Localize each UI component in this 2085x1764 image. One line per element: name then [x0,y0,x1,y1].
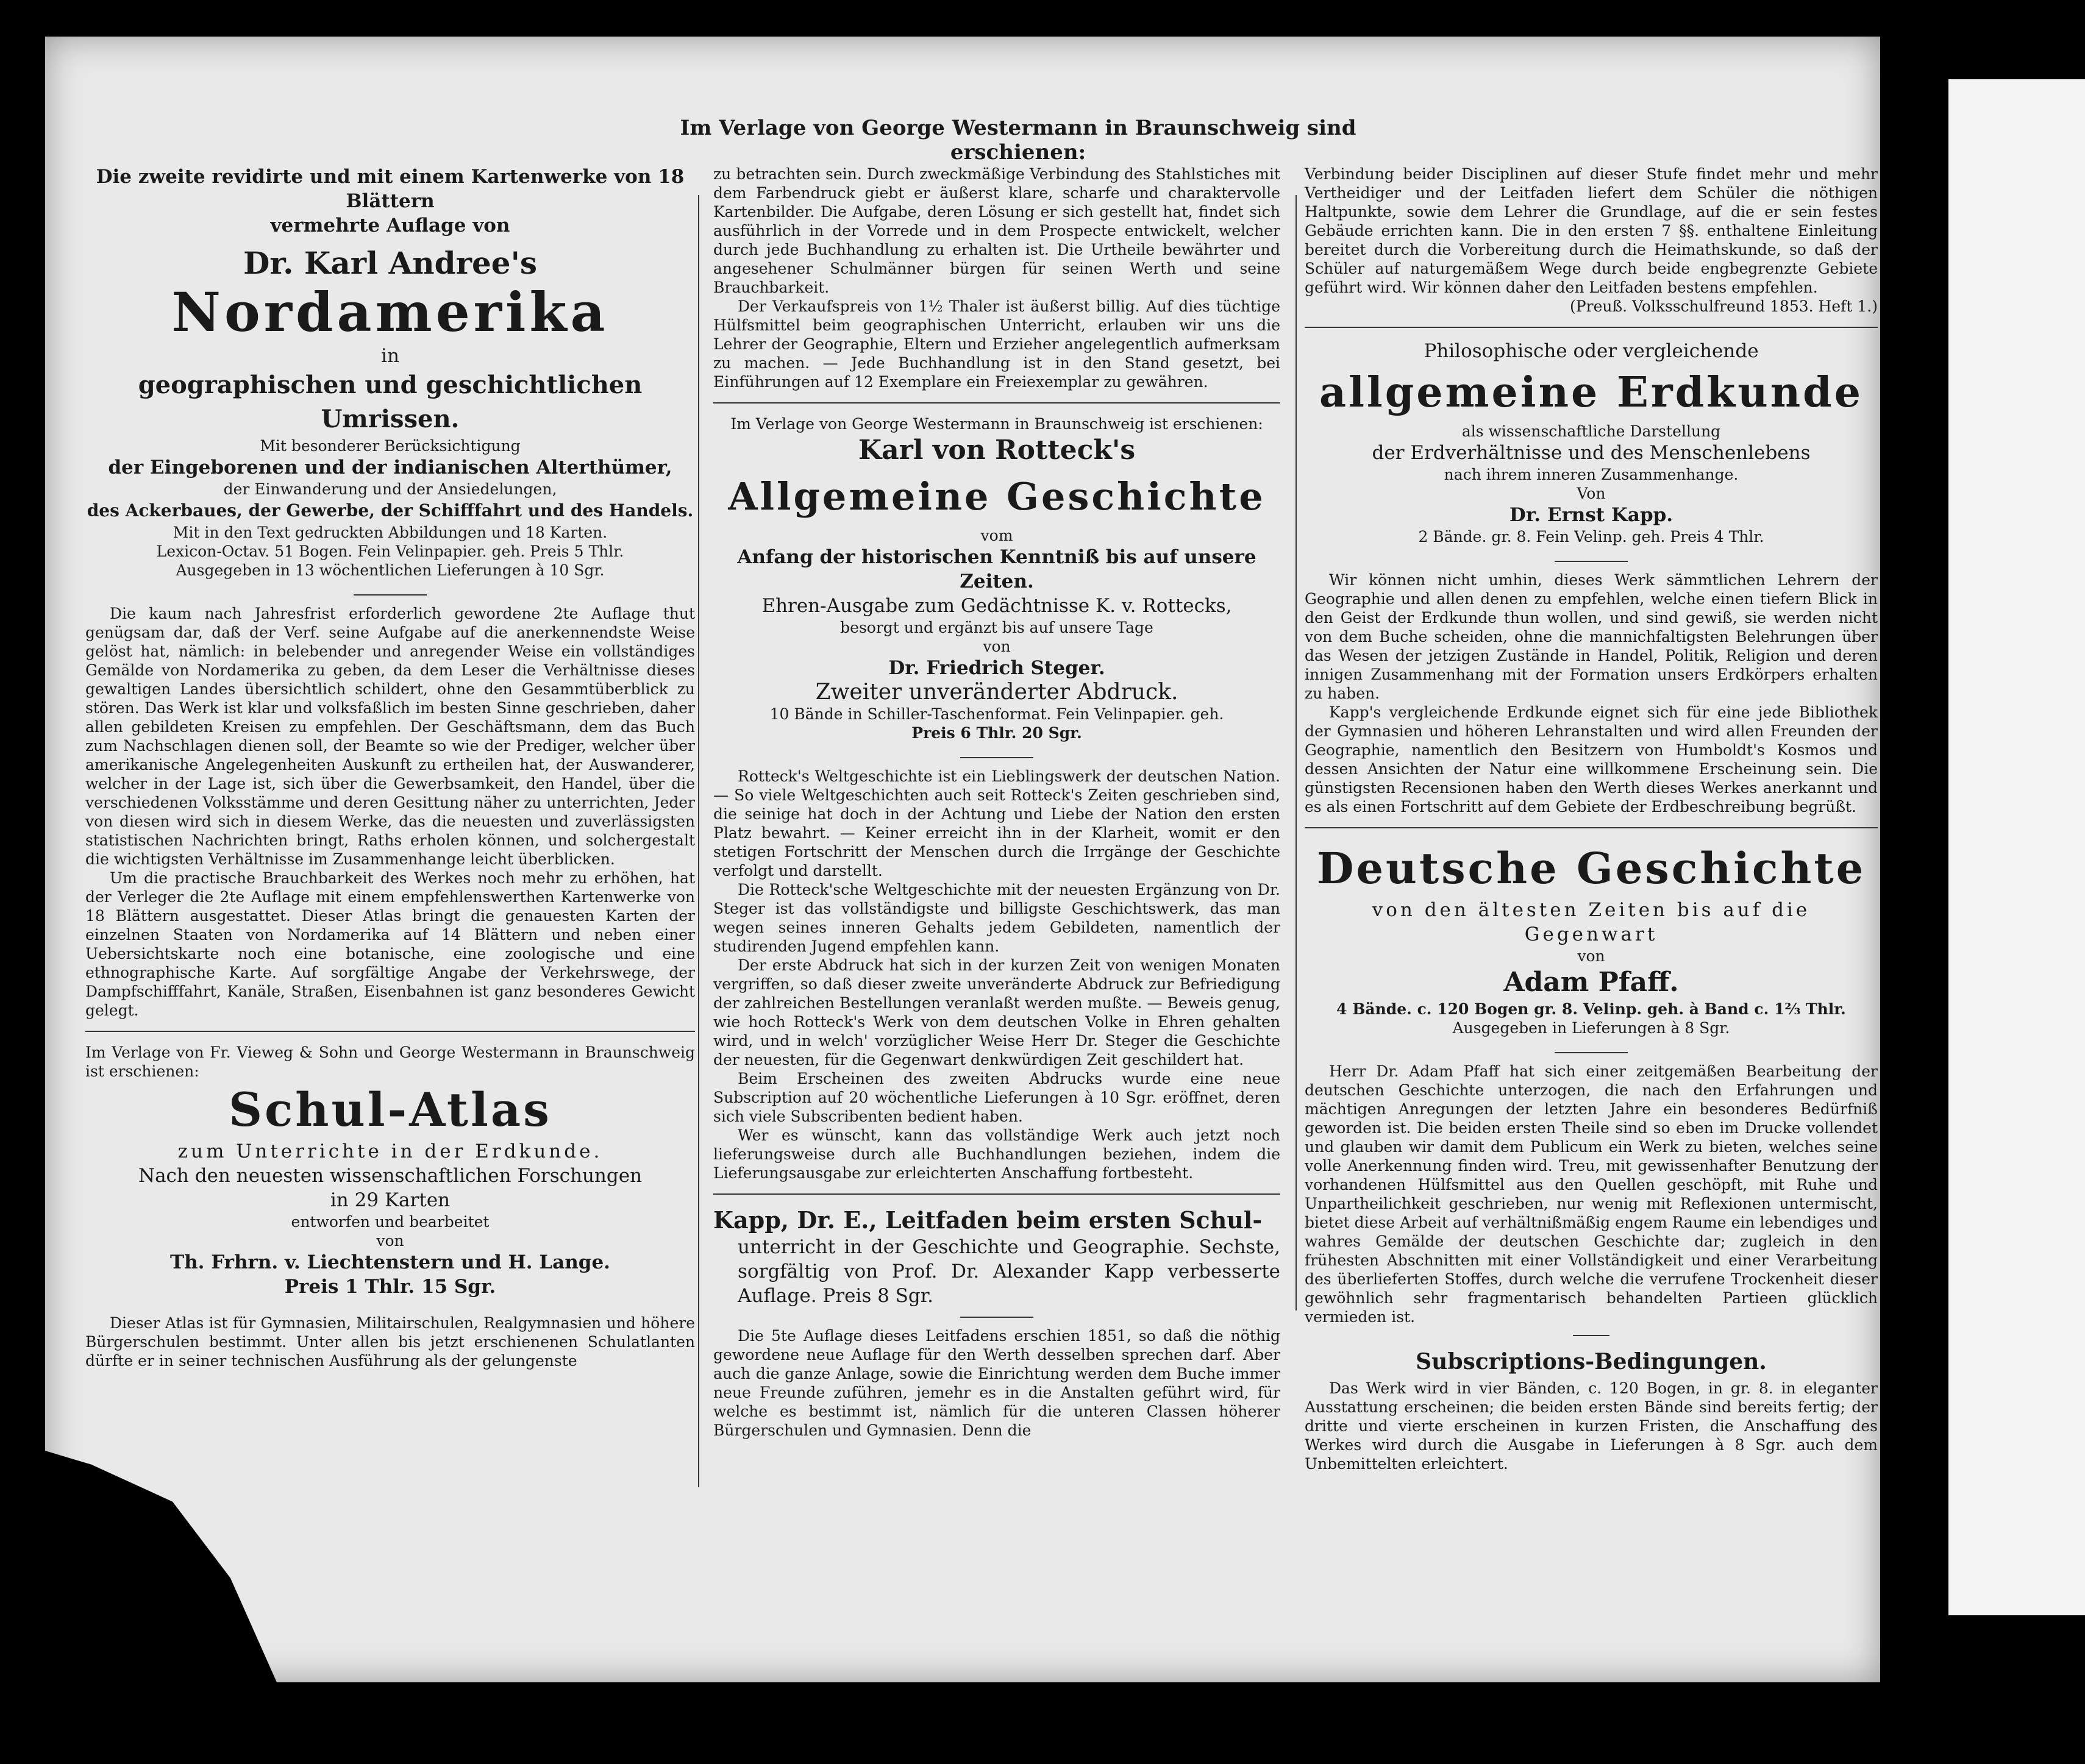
detail-line: in 29 Karten [330,1189,451,1211]
deutsche-geschichte-ad [1305,839,1878,1037]
subtitle: zum Unterrichte in der Erdkunde. [177,1140,603,1162]
detail-line: der Eingeborenen und der indianischen Alterthümer, [108,457,672,478]
detail-line: der Erdverhältnisse und des Menschenlebens [1372,442,1811,464]
body-paragraph: Um die practische Brauchbarkeit des Werkes noch mehr zu erhöhen, hat der Verleger die 2te Auflage mit einem empfehlenswerthen Kartenwerke von 18 Blättern ausgestattet. Dieser Atlas bringt die genauesten Karten der einzelnen Staaten von Nordamerika auf 14 Blättern und neben einer Uebersichtskarte noch eine botanische, eine zoologische und eine ethnographische Karte. Auf sorgfältige Angabe der Verkehrswege, der Dampfschifffahrt, Kanäle, Straßen, Eisenbahnen ist ganz besonderes Gewicht gelegt. [85,869,695,1019]
intro-line: Im Verlage von Fr. Vieweg & Sohn und George Westermann in Braunschweig ist erschienen: [85,1044,695,1080]
intro-line: vermehrte Auflage von [270,215,510,237]
detail-line: Ehren-Ausgabe zum Gedächtnisse K. v. Rottecks, [761,595,1232,617]
erdkunde-ad [1305,339,1878,546]
subscription-heading: Subscriptions-Bedingungen. [1416,1349,1767,1375]
subtitle: geographischen und geschichtlichen Umrissen. [138,371,643,433]
column-rule-left [698,195,699,1487]
detail-line: Ausgegeben in Lieferungen à 8 Sgr. [1452,1019,1730,1037]
price: Preis 1 Thlr. 15 Sgr. [284,1276,496,1298]
adjacent-page-edge [1948,79,2085,1615]
body-paragraph: zu betrachten sein. Durch zweckmäßige Verbindung des Stahlstiches mit dem Farbendruck giebt er äußerst klare, scharfe und charaktervolle Kartenbilder. Die Aufgabe, deren Lösung er sich gestellt hat, findet sich ausführlich in der Vorrede und in dem Prospecte entwickelt, welcher durch jede Buchhandlung zu erhalten ist. Die Urtheile bewährter und angesehener Schulmänner bürgen für seinen Werth und seine Brauchbarkeit. [713,165,1280,296]
divider [1555,1052,1628,1053]
price: Preis 6 Thlr. 20 Sgr. [911,724,1082,742]
detail-line: des Ackerbaues, der Gewerbe, der Schifffahrt und des Handels. [87,500,694,521]
vom-line: vom [980,527,1013,544]
divider [713,1193,1280,1195]
body-paragraph: Beim Erscheinen des zweiten Abdrucks wurde eine neue Subscription auf 20 wöchentliche Lieferungen à 10 Sgr. eröffnet, deren sich viele Subscribenten bedient haben. [713,1070,1280,1125]
detail-line: Von [1577,485,1606,502]
ad-title: Schul-Atlas [229,1083,552,1137]
detail-line: entworfen und bearbeitet [291,1213,490,1231]
source-citation: (Preuß. Volksschulfreund 1853. Heft 1.) [1570,297,1878,315]
body-paragraph: Die Rotteck'sche Weltgeschichte mit der neuesten Ergänzung von Dr. Steger ist das vollständigste und billigste Geschichtswerk, das man wegen seines inneren Gehalts jedem Gebildeten, namentlich der studirenden Jugend empfehlen kann. [713,881,1280,955]
rotteck-ad [713,414,1280,742]
divider [1305,327,1878,328]
divider [1573,1335,1609,1336]
body-paragraph: Die kaum nach Jahresfrist erforderlich gewordene 2te Auflage thut genügsam dar, daß der Verf. seine Aufgabe auf die anerkennendste Weise gelöst hat, nämlich: in belebender und anregender Weise ein vollständiges Gemälde von Nordamerika zu geben, da dem Leser die Verhältnisse dieses gewaltigen Landes übersichtlich schildert, ohne den Gesammtüberblick zu stören. Das Werk ist klar und volksfaßlich im besten Sinne geschrieben, daher allen gebildeten Kreisen zu empfehlen. Der Geschäftsmann, dem das Buch zum Nachschlagen dienen soll, der Beamte so wie der Prediger, welcher über amerikanische Angelegenheiten Auskunft zu ertheilen hat, der Auswanderer, welcher in der Lage ist, sich über die Gewerbsamkeit, den Handel, über die verschiedenen Volksstämme und deren Gesittung näher zu unterrichten, Jeder von diesen wird sich in diesem Werke, das die neuesten und zuverlässigsten statistischen Nachrichten bringt, Raths erholen können, und solchergestalt die wichtigsten Verhältnisse im Zusammenhange leicht überblicken. [85,605,695,868]
atlas-ad [85,1043,695,1299]
body-paragraph: Herr Dr. Adam Pfaff hat sich einer zeitgemäßen Bearbeitung der deutschen Geschichte unterzogen, die nach den Erfahrungen und mächtigen Anregungen der letzten Jahre ein besonderes Bedürfniß geworden ist. Die beiden ersten Theile sind so eben im Drucke vollendet und glauben wir damit dem Publicum ein Werk zu bieten, welches seine volle Anerkennung finden wird. Treu, mit gewissenhafter Benutzung der vorhandenen Hülfsmittel aus den Quellen geschöpft, mit Ruhe und Unpartheilichkeit geschrieben, nur wenig mit Reflexionen untermischt, bietet diese Arbeit auf verhältnißmäßig engem Raume ein lebendiges und wahres Gemälde der deutschen Geschichte dar; zugleich in den frühesten Abschnitten mit einer Vollständigkeit und einer Verarbeitung des überlieferten Stoffes, durch welche die verrufene Trockenheit dieser gewöhnlich sehr fragmentarisch behandelten Partieen glücklich vermieden ist. [1305,1062,1878,1326]
author: Dr. Karl Andree's [243,245,538,281]
divider [1305,827,1878,828]
von-line: von [1577,947,1605,965]
body-paragraph: Das Werk wird in vier Bänden, c. 120 Bogen, in gr. 8. in eleganter Ausstattung erscheinen; die beiden ersten Bände sind bereits fertig; der dritte und vierte erscheinen in kurzen Fristen, die Anschaffung des Werkes wird durch die Ausgabe in Lieferungen à 8 Sgr. auch dem Unbemittelten erleichtert. [1305,1379,1878,1473]
edition: Zweiter unveränderter Abdruck. [815,680,1178,705]
subtitle: von den ältesten Zeiten bis auf die Gegenwart [1372,899,1811,945]
body-paragraph: Die 5te Auflage dieses Leitfadens erschien 1851, so daß die nöthig gewordene neue Auflage für den Werth desselben sprechen darf. Aber auch die ganze Anlage, sowie die Einrichtung werden dem Buche immer neue Freunde zuführen, jemehr es in die Anstalten geführt wird, für welche es bestimmt ist, nämlich für die unteren Classen höherer Bürgerschulen und Gymnasien. Denn die [713,1327,1280,1439]
authors: Th. Frhrn. v. Liechtenstern und H. Lange. [170,1251,610,1273]
kapp-details: unterricht in der Geschichte und Geographie. Sechste, sorgfältig von Prof. Dr. Alexander Kapp verbesserte Auflage. Preis 8 Sgr. [738,1236,1280,1307]
divider [960,757,1033,758]
divider [713,402,1280,404]
detail-line: Lexicon-Octav. 51 Bogen. Fein Velinpapier. geh. Preis 5 Thlr. [156,542,624,560]
kapp-title: Kapp, Dr. E., Leitfaden beim ersten Schul- [713,1206,1263,1234]
column-rule-right [1296,195,1297,1311]
body-paragraph: Verbindung beider Disciplinen auf dieser Stufe findet mehr und mehr Vertheidiger und der Leitfaden liefert dem Schüler die nöthigen Haltpunkte, sowie dem Lehrer die Grundlage, auf die er sein festes Gebäude errichten kann. Die in den ersten 7 §§. enthaltene Einleitung bereitet durch die Vorbereitung durch die Heimathskunde, so daß der Schüler auf naturgemäßem Wege durch beide engbegrenzte Gebiete geführt wird. Wir können daher den Leitfaden bestens empfehlen. [1305,165,1878,296]
body-paragraph: Rotteck's Weltgeschichte ist ein Lieblingswerk der deutschen Nation. — So viele Weltgeschichten auch seit Rotteck's Zeiten geschrieben sind, die seinige hat doch in der Achtung und Liebe der Nation den ersten Platz bewahrt. — Keiner erreicht ihn in der Klarheit, womit er den stetigen Fortschritt der Menschen durch die Irrgänge der Geschichte verfolgt und darstellt. [713,767,1280,880]
editor: Dr. Friedrich Steger. [888,657,1105,679]
in-line: in [381,345,399,367]
detail-line: besorgt und ergänzt bis auf unsere Tage [840,619,1153,636]
body-paragraph: Wer es wünscht, kann das vollständige Werk auch jetzt noch lieferungsweise durch alle Buchhandlungen beziehen, indem die Lieferungsausgabe zur erleichterten Anschaffung fortbesteht. [713,1126,1280,1182]
divider [85,1031,695,1032]
detail-line: Nach den neuesten wissenschaftlichen Forschungen [138,1165,643,1187]
detail-line: Mit besonderer Berücksichtigung [260,437,521,455]
divider [354,594,427,596]
body-paragraph: Wir können nicht umhin, dieses Werk sämmtlichen Lehrern der Geographie und allen denen zu empfehlen, welche einen tiefern Blick in den Geist der Erdkunde thun wollen, und sind gewiß, sie werden nicht von dem Buche scheiden, ohne die mannichfaltigsten Belehrungen über das Wesen der jetzigen Zustände in Handel, Politik, Religion und deren innigen Zusammenhang mit der Formation unsers Erdkörpers erhalten zu haben. [1305,571,1878,702]
column-right [1305,165,1878,1473]
author: Karl von Rotteck's [858,435,1136,466]
torn-corner [45,1451,277,1682]
detail-line: von [983,638,1011,655]
ad-title: Deutsche Geschichte [1316,843,1866,894]
detail-line: nach ihrem inneren Zusammenhange. [1444,466,1739,483]
ad-title: Nordamerika [171,280,609,344]
ad-title: Allgemeine Geschichte [728,474,1266,519]
column-left [85,165,695,1370]
format: 10 Bände in Schiller-Taschenformat. Fein Velinpapier. geh. [769,705,1224,723]
detail-line: der Einwanderung und der Ansiedelungen, [223,480,557,498]
detail-line: Anfang der historischen Kenntniß bis auf unsere Zeiten. [737,546,1256,592]
detail-line: Ausgegeben in 13 wöchentlichen Lieferungen à 10 Sgr. [176,561,605,579]
column-middle [713,165,1280,1440]
detail-line: als wissenschaftliche Darstellung [1461,422,1721,440]
detail-line: 4 Bände. c. 120 Bogen gr. 8. Velinp. geh. à Band c. 1⅔ Thlr. [1336,1000,1846,1018]
divider [1555,561,1628,562]
author: Dr. Ernst Kapp. [1509,504,1673,526]
body-paragraph: Der Verkaufspreis von 1½ Thaler ist äußerst billig. Auf dies tüchtige Hülfsmittel beim geographischen Unterricht, erlauben wir uns die Lehrer der Geographie, Eltern und Erzieher angelegentlich aufmerksam zu machen. — Jede Buchhandlung ist in den Stand gesetzt, bei Einführungen auf 12 Exemplare ein Freiexemplar zu gewähren. [713,297,1280,391]
body-paragraph: Dieser Atlas ist für Gymnasien, Militairschulen, Realgymnasien und höhere Bürgerschulen bestimmt. Unter allen bis jetzt erschienenen Schulatlanten dürfte er in seiner technischen Ausführung als der gelungenste [85,1314,695,1370]
detail-line: Mit in den Text gedruckten Abbildungen und 18 Karten. [173,524,608,541]
body-paragraph: Der erste Abdruck hat sich in der kurzen Zeit von wenigen Monaten vergriffen, so daß dieser zweite unveränderte Abdruck zur Befriedigung der zahlreichen Bestellungen veranlaßt werden mußte. — Beweis genug, wie hoch Rotteck's Werk von dem deutschen Volke in Ehren gehalten wird, und in welch' vorzüglicher Weise Herr Dr. Steger die Geschichte der neuesten, für die Gegenwart denkwürdigen Zeit geschildert hat. [713,956,1280,1069]
price: 2 Bände. gr. 8. Fein Velinp. geh. Preis 4 Thlr. [1418,528,1764,546]
detail-line: von [376,1232,404,1250]
intro-line: Die zweite revidirte und mit einem Kartenwerke von 18 Blättern [96,166,685,212]
author: Adam Pfaff. [1503,967,1679,998]
ad-title: allgemeine Erdkunde [1319,368,1863,417]
body-paragraph: Kapp's vergleichende Erdkunde eignet sich für eine jede Bibliothek der Gymnasien und höheren Lehranstalten und wird allen Freunden der Geographie, namentlich den Besitzern von Humboldt's Kosmos und dessen Ansichten der Natur eine willkommene Erscheinung sein. Die günstigsten Recensionen haben den Werth dieses Werkes anerkannt und es als einen Fortschritt auf dem Gebiete der Erdbeschreibung begrüßt. [1305,703,1878,816]
divider [960,1317,1033,1318]
intro-line: Im Verlage von George Westermann in Braunschweig ist erschienen: [730,415,1263,433]
andree-ad [85,165,695,580]
intro-line: Philosophische oder vergleichende [1424,340,1759,362]
publisher-header: Im Verlage von George Westermann in Braunschweig sind erschienen: [680,116,1356,165]
